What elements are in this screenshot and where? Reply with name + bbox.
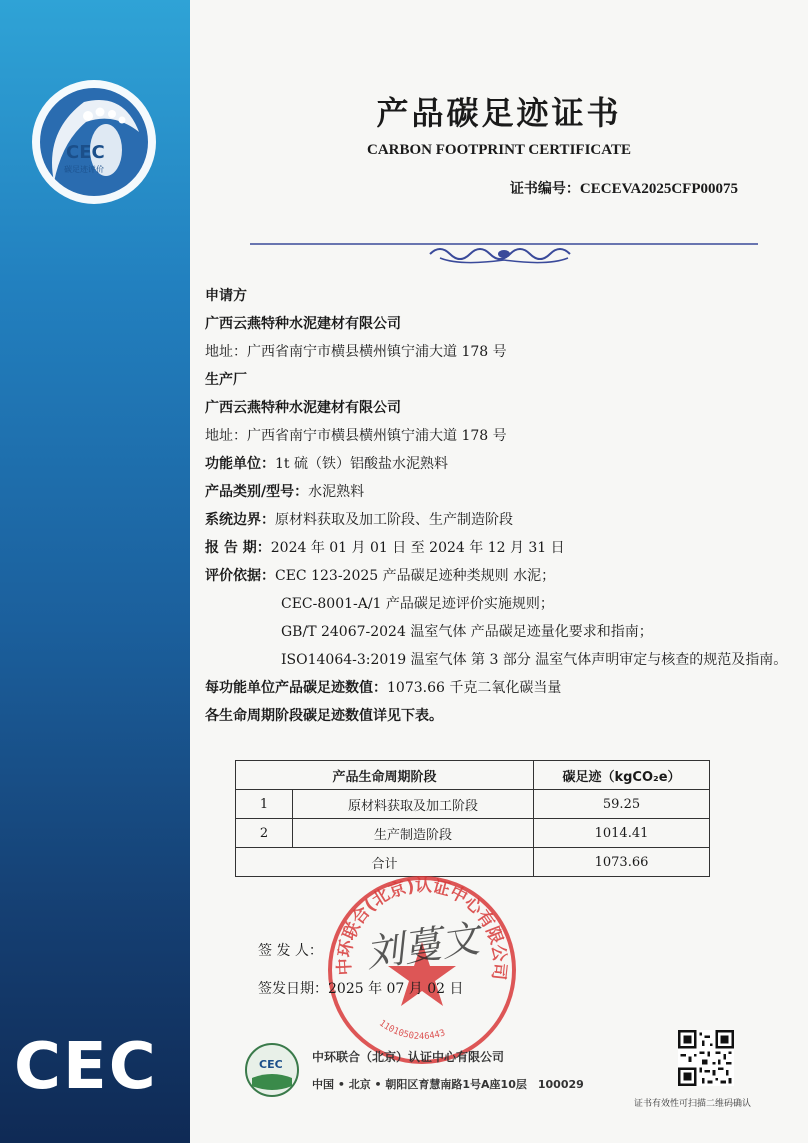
table-intro: 各生命周期阶段碳足迹数值详见下表。 — [205, 708, 443, 724]
cec-footer-logo — [244, 1042, 300, 1098]
basis-item: ISO14064-3:2019 温室气体 第 3 部分 温室气体声明审定与核查的规范及指南。 — [281, 652, 788, 668]
footer-logo-text: CEC — [259, 1058, 283, 1071]
report-period — [205, 534, 795, 562]
page-title: 产品碳足迹证书 — [376, 94, 622, 132]
applicant-address: 地址：广西省南宁市横县横州镇宁浦大道 178 号 — [205, 344, 507, 360]
evaluation-basis — [205, 562, 795, 590]
ornamental-divider — [250, 236, 758, 268]
row-no: 2 — [236, 819, 293, 848]
total-label: 合计 — [236, 848, 534, 877]
logo-top-subtext: 碳足迹评价 — [64, 165, 104, 174]
basis-item: CEC-8001-A/1 产品碳足迹评价实施规则； — [281, 596, 554, 612]
qr-note: 证书有效性可扫描二维码确认 — [634, 1099, 752, 1109]
applicant-name: 广西云燕特种水泥建材有限公司 — [205, 316, 401, 332]
signer — [258, 940, 323, 960]
manufacturer-name: 广西云燕特种水泥建材有限公司 — [205, 400, 401, 416]
row-value: 59.25 — [534, 790, 710, 819]
boundary-label: 系统边界： — [205, 512, 275, 528]
manufacturer-address: 地址：广西省南宁市横县横州镇宁浦大道 178 号 — [205, 428, 507, 444]
row-stage: 生产制造阶段 — [293, 819, 534, 848]
cec-logo-bottom: CEC — [14, 1030, 158, 1104]
basis-item: GB/T 24067-2024 温室气体 产品碳足迹量化要求和指南； — [281, 624, 653, 640]
functional-unit — [205, 450, 795, 478]
footprint-value-label: 每功能单位产品碳足迹数值： — [205, 680, 387, 696]
logo-top-text: CEC — [66, 142, 105, 163]
functional-unit-label: 功能单位： — [205, 456, 275, 472]
system-boundary — [205, 506, 795, 534]
header-value: 碳足迹（kgCO₂e） — [534, 761, 710, 790]
table-row — [236, 819, 710, 848]
cert-no-label: 证书编号： — [509, 181, 580, 197]
issuing-org-name: 中环联合（北京）认证中心有限公司 — [312, 1050, 505, 1064]
period-value: 2024 年 01 月 01 日 至 2024 年 12 月 31 日 — [270, 540, 565, 556]
applicant-label: 申请方 — [205, 288, 247, 304]
qr-code[interactable] — [678, 1030, 734, 1086]
seal-number-path: 1101050246443 — [376, 1018, 447, 1043]
product-type-value: 水泥熟料 — [308, 484, 365, 500]
cec-footprint-logo — [24, 72, 164, 212]
boundary-value: 原材料获取及加工阶段、生产制造阶段 — [275, 512, 513, 528]
total-value: 1073.66 — [534, 848, 710, 877]
certificate-number — [510, 178, 738, 198]
sidebar-band — [0, 0, 190, 1143]
table-header-row — [236, 761, 710, 790]
signer-label: 签 发 人： — [258, 943, 323, 959]
certificate-body — [205, 282, 795, 730]
row-stage: 原材料获取及加工阶段 — [293, 790, 534, 819]
product-type-label: 产品类别/型号： — [205, 484, 309, 500]
manufacturer-label: 生产厂 — [205, 372, 247, 388]
handwritten-signature: 刘蔓文 — [362, 916, 483, 976]
row-no: 1 — [236, 790, 293, 819]
footprint-value — [205, 674, 795, 702]
issue-date — [258, 978, 464, 998]
issuing-org-address: 中国 • 北京 • 朝阳区育慧南路1号A座10层 100029 — [312, 1078, 584, 1091]
functional-unit-value: 1t 硫（铁）铝酸盐水泥熟料 — [275, 456, 448, 472]
row-value: 1014.41 — [534, 819, 710, 848]
period-label: 报 告 期： — [205, 540, 271, 556]
issue-date-label: 签发日期： — [258, 981, 328, 997]
seal-number — [377, 1018, 447, 1042]
header-stage: 产品生命周期阶段 — [236, 761, 534, 790]
product-type — [205, 478, 795, 506]
table-row — [236, 790, 710, 819]
seal-text-path: 中环联合(北京)认证中心有限公司 — [334, 876, 510, 981]
basis-item: CEC 123-2025 产品碳足迹种类规则 水泥； — [275, 568, 556, 584]
cert-no-value: CECEVA2025CFP00075 — [579, 181, 738, 197]
page-subtitle: CARBON FOOTPRINT CERTIFICATE — [367, 142, 631, 158]
footprint-value-number: 1073.66 千克二氧化碳当量 — [387, 680, 562, 696]
lifecycle-table — [235, 760, 710, 877]
basis-label: 评价依据： — [205, 568, 275, 584]
issue-date-value: 2025 年 07 月 02 日 — [328, 981, 464, 997]
